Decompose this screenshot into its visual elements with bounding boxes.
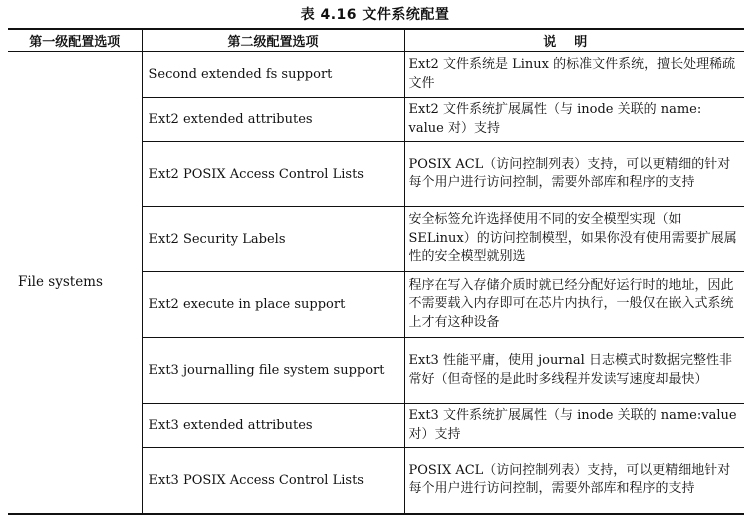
description-cell: 程序在写入存储介质时就已经分配好运行时的地址，因此不需要载入内存即可在芯片内执行，一般仅在嵌入式系统上才有这种设备	[404, 272, 744, 338]
header-description: 说明	[404, 29, 744, 52]
category-cell: File systems	[8, 52, 142, 514]
option-cell: Ext3 journalling file system support	[142, 338, 404, 404]
header-row	[8, 29, 744, 52]
description-cell: POSIX ACL（访问控制列表）支持，可以更精细的针对每个用户进行访问控制，需要外部库和程序的支持	[404, 142, 744, 207]
header-level2: 第二级配置选项	[142, 29, 404, 52]
option-cell: Ext3 POSIX Access Control Lists	[142, 448, 404, 514]
header-level1: 第一级配置选项	[8, 29, 142, 52]
description-cell: Ext2 文件系统是 Linux 的标准文件系统，擅长处理稀疏文件	[404, 52, 744, 98]
option-cell: Ext2 Security Labels	[142, 207, 404, 272]
table-caption: 表 4.16 文件系统配置	[300, 7, 450, 23]
option-cell: Second extended fs support	[142, 52, 404, 98]
description-cell: Ext2 文件系统扩展属性（与 inode 关联的 name: value 对）支持	[404, 98, 744, 142]
option-cell: Ext2 extended attributes	[142, 98, 404, 142]
description-cell: Ext3 性能平庸，使用 journal 日志模式时数据完整性非常好（但奇怪的是此时多线程并发读写速度却最快）	[404, 338, 744, 404]
description-cell: POSIX ACL（访问控制列表）支持，可以更精细地针对每个用户进行访问控制，需要外部库和程序的支持	[408, 462, 731, 497]
option-cell: Ext2 execute in place support	[142, 272, 404, 338]
option-cell: Ext2 POSIX Access Control Lists	[142, 142, 404, 207]
option-cell: Ext3 extended attributes	[142, 404, 404, 448]
description-cell: 安全标签允许选择使用不同的安全模型实现（如 SELinux）的访问控制模型，如果你没有使用需要扩展属性的安全模型就别选	[404, 207, 744, 272]
table-row	[8, 52, 744, 98]
filesystem-config-table	[8, 28, 744, 515]
description-cell: Ext3 文件系统扩展属性（与 inode 关联的 name:value 对）支持	[404, 404, 744, 448]
